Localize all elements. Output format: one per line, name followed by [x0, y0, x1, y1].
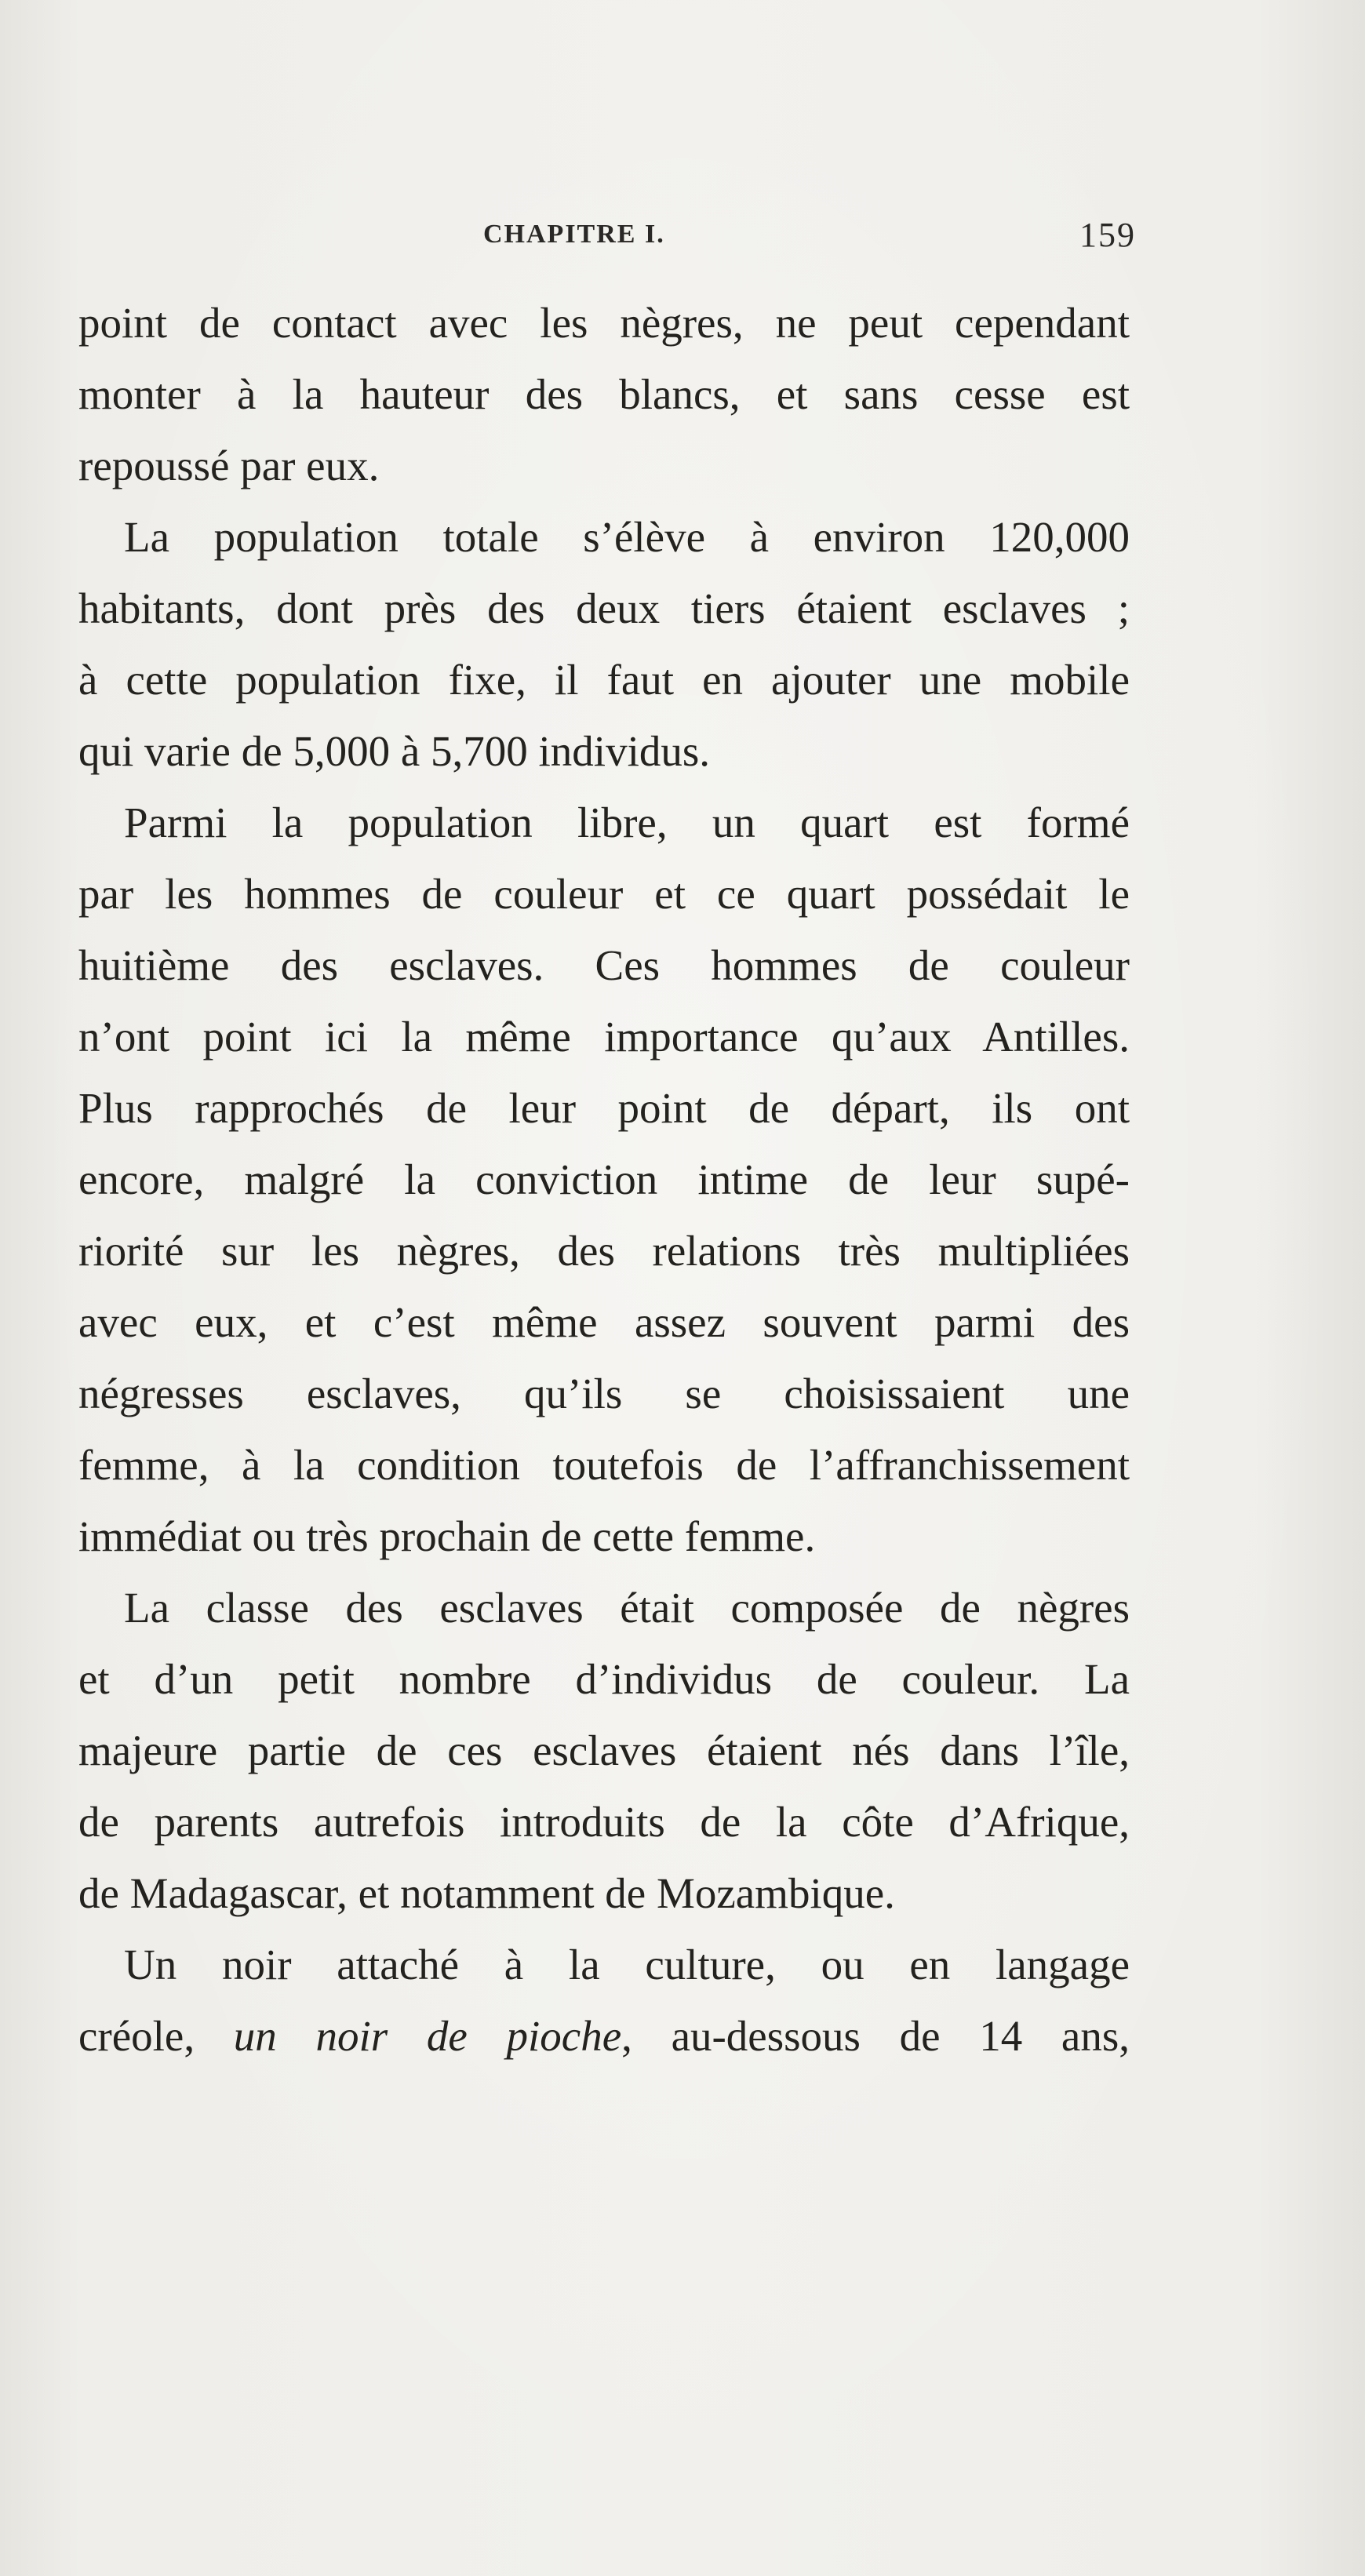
final-line-end: , au-dessous de 14 ans,: [621, 2012, 1130, 2060]
text-line: négresses esclaves, qu’ils se choisissaient une: [78, 1370, 1130, 1417]
text-line: de parents autrefois introduits de la côte d’Afrique,: [78, 1798, 1130, 1846]
paragraph-1: [78, 287, 1130, 501]
text-line: Parmi la population libre, un quart est formé: [124, 799, 1130, 846]
text-line: La population totale s’élève à environ 120,000: [124, 513, 1130, 561]
text-line: qui varie de 5,000 à 5,700 individus.: [78, 727, 711, 775]
text-line: majeure partie de ces esclaves étaient nés dans l’île,: [78, 1726, 1130, 1774]
text-line: Un noir attaché à la culture, ou en langage: [124, 1941, 1130, 1988]
paragraph-4: [78, 1572, 1130, 1929]
text-line: huitième des esclaves. Ces hommes de couleur: [78, 941, 1130, 989]
text-line: habitants, dont près des deux tiers étaient esclaves ;: [78, 584, 1130, 632]
text-line: repoussé par eux.: [78, 442, 380, 489]
text-line: de Madagascar, et notamment de Mozambique.: [78, 1869, 895, 1917]
paragraph-2: [78, 501, 1130, 787]
text-line: riorité sur les nègres, des relations très multipliées: [78, 1227, 1130, 1275]
text-line: avec eux, et c’est même assez souvent parmi des: [78, 1298, 1130, 1346]
text-line: Plus rapprochés de leur point de départ, ils ont: [78, 1084, 1130, 1132]
text-line: immédiat ou très prochain de cette femme.: [78, 1512, 816, 1560]
paragraph-3: [78, 787, 1130, 1572]
body-text: [78, 287, 1130, 2072]
text-line-final: [78, 2000, 1130, 2072]
text-line: femme, à la condition toutefois de l’affranchissement: [78, 1441, 1130, 1489]
text-line: et d’un petit nombre d’individus de couleur. La: [78, 1655, 1130, 1703]
text-line: n’ont point ici la même importance qu’aux Antilles.: [78, 1013, 1130, 1061]
paragraph-5: [78, 1929, 1130, 2072]
text-line: encore, malgré la conviction intime de leur supé-: [78, 1155, 1130, 1203]
final-line-start: créole,: [78, 2012, 234, 2060]
text-line: La classe des esclaves était composée de nègres: [124, 1584, 1130, 1632]
italic-phrase: un noir de pioche: [233, 2012, 622, 2060]
text-line: par les hommes de couleur et ce quart possédait le: [78, 870, 1130, 918]
text-line: monter à la hauteur des blancs, et sans cesse est: [78, 370, 1130, 418]
text-line: à cette population fixe, il faut en ajouter une mobile: [78, 656, 1130, 704]
text-line: point de contact avec les nègres, ne peut cependant: [78, 299, 1130, 347]
page-number: 159: [1079, 216, 1136, 254]
chapter-heading: CHAPITRE I.: [483, 220, 665, 249]
running-head: [78, 212, 1136, 262]
